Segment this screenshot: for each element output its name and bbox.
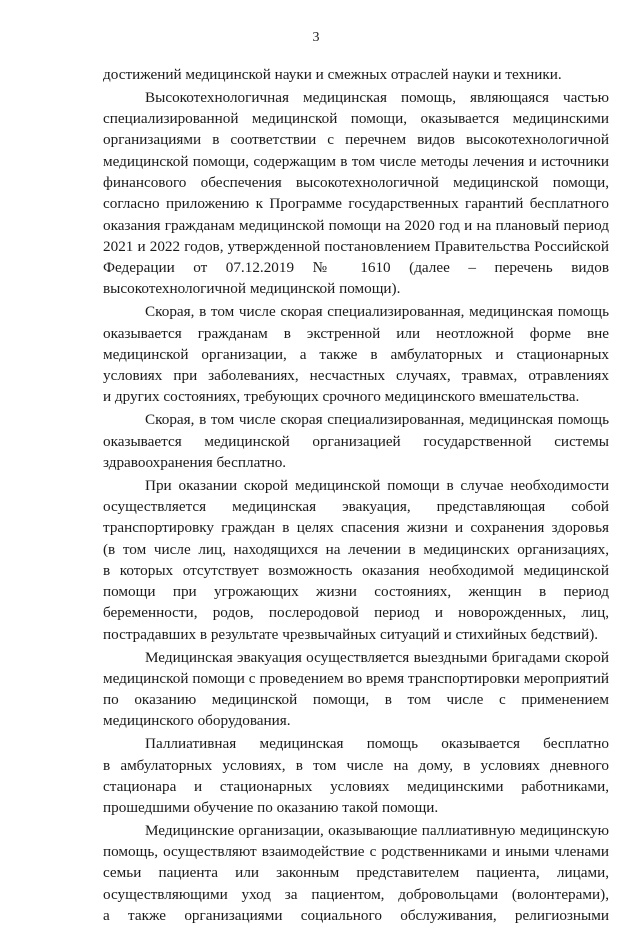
text-line: оказания гражданам медицинской помощи на 2020 год и на плановый период — [103, 216, 609, 234]
text-line: Федерации от 07.12.2019 № 1610 (далее – перечень видов — [103, 259, 609, 277]
text-line: согласно приложению к Программе государственных гарантий бесплатного — [103, 195, 609, 213]
paragraph — [103, 87, 609, 300]
text-line: а также организациями социального обслуживания, религиозными — [103, 907, 609, 925]
text-line: семьи пациента или законным представителем пациента, лицами, — [103, 864, 609, 882]
text-line: Медицинские организации, оказывающие паллиативную медицинскую — [145, 821, 609, 839]
text-line: достижений медицинской науки и смежных отраслей науки и техники. — [103, 66, 562, 83]
paragraph — [103, 475, 609, 645]
text-line: медицинской помощи с проведением во время транспортировки мероприятий — [103, 669, 609, 687]
text-line: Скорая, в том числе скорая специализированная, медицинская помощь — [145, 303, 609, 321]
text-line: осуществляющими уход за пациентом, добровольцами (волонтерами), — [103, 885, 609, 903]
text-line: беременности, родов, послеродовой период и новорожденных, лиц, — [103, 604, 609, 622]
text-line: медицинского оборудования. — [103, 712, 291, 730]
text-line: здравоохранения бесплатно. — [103, 453, 287, 471]
text-line: стационара и стационарных условиях медицинскими работниками, — [103, 777, 609, 795]
paragraph — [103, 301, 609, 407]
text-line: в амбулаторных условиях, в том числе на дому, в условиях дневного — [103, 756, 609, 774]
text-line: высокотехнологичной медицинской помощи). — [103, 280, 401, 298]
text-line: оказывается медицинской организацией государственной системы — [103, 432, 609, 450]
paragraph — [103, 733, 609, 818]
paragraph — [103, 64, 609, 85]
text-line: условиях при заболеваниях, несчастных случаях, травмах, отравлениях — [103, 367, 609, 385]
text-line: транспортировку граждан в целях спасения жизни и сохранения здоровья — [103, 519, 609, 537]
paragraph — [103, 820, 609, 926]
paragraph — [103, 409, 609, 473]
text-line: При оказании скорой медицинской помощи в случае необходимости — [145, 476, 609, 494]
text-line: Высокотехнологичная медицинская помощь, являющаяся частью — [145, 88, 609, 106]
paragraph — [103, 647, 609, 732]
text-line: помощь, осуществляют взаимодействие с родственниками и иными членами — [103, 843, 609, 861]
text-line: организациями в соответствии с перечнем видов высокотехнологичной — [103, 131, 609, 149]
text-line: 2021 и 2022 годов, утвержденной постановлением Правительства Российской — [103, 237, 609, 255]
page-number: 3 — [312, 30, 320, 45]
text-line: медицинской организации, а также в амбулаторных и стационарных — [103, 345, 609, 363]
text-line: и других состояниях, требующих срочного медицинского вмешательства. — [103, 388, 580, 406]
text-line: специализированной медицинской помощи, оказывается медицинскими — [103, 110, 609, 128]
text-line: Медицинская эвакуация осуществляется выездными бригадами скорой — [145, 648, 609, 666]
text-line: помощи при угрожающих жизни состояниях, женщин в период — [103, 583, 609, 601]
text-line: прошедшими обучение по оказанию такой помощи. — [103, 799, 439, 817]
text-line: по оказанию медицинской помощи, в том числе с применением — [103, 691, 609, 709]
text-line: (в том числе лиц, находящихся на лечении в медицинских организациях, — [103, 540, 609, 558]
document-body — [103, 64, 609, 928]
text-line: финансового обеспечения высокотехнологичной медицинской помощи, — [103, 173, 609, 191]
text-line: осуществляется медицинская эвакуация, представляющая собой — [103, 497, 609, 515]
text-line: Паллиативная медицинская помощь оказывается бесплатно — [145, 735, 609, 753]
text-line: пострадавших в результате чрезвычайных ситуаций и стихийных бедствий). — [103, 625, 599, 643]
text-line: медицинской помощи, содержащим в том числе методы лечения и источники — [103, 152, 609, 170]
text-line: оказывается гражданам в экстренной или неотложной форме вне — [103, 324, 609, 342]
text-line: в которых отсутствует возможность оказания необходимой медицинской — [103, 561, 609, 579]
text-line: Скорая, в том числе скорая специализированная, медицинская помощь — [145, 411, 609, 429]
